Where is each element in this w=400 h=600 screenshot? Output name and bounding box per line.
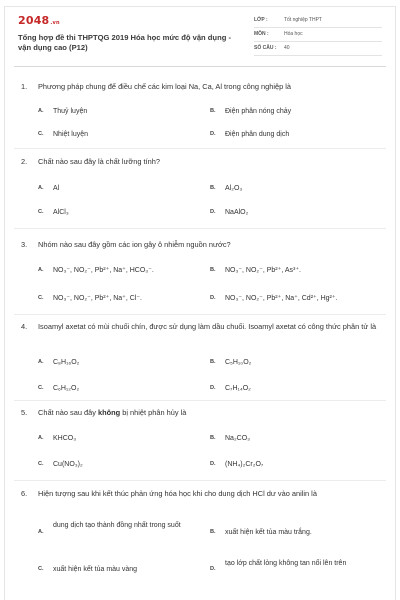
option-text: C₆H₁₂O₂ — [53, 385, 80, 392]
option-label: B. — [210, 108, 216, 114]
question-text: Hiện tượng sau khi kết thúc phản ứng hóa học khi cho dung dịch HCl dư vào anilin là — [38, 489, 317, 498]
meta-row-count — [254, 42, 382, 56]
option-text: Na₂CO₃ — [225, 435, 251, 442]
option-text: NO₃⁻, NO₂⁻, Pb²⁺, Na⁺, Cd²⁺, Hg²⁺. — [225, 295, 338, 302]
meta-value: Hóa học — [284, 31, 303, 37]
question-stem — [18, 240, 384, 250]
question-divider — [14, 480, 386, 481]
meta-value: 40 — [284, 45, 290, 51]
question-stem — [18, 82, 384, 92]
option-label: C. — [38, 131, 44, 137]
meta-panel — [254, 14, 382, 56]
option-text: C₇H₁₄O₂ — [225, 385, 251, 392]
option-label: A. — [38, 108, 44, 114]
question-5 — [18, 408, 384, 468]
question-4 — [18, 322, 384, 392]
option-text: C₈H₁₆O₂ — [53, 359, 80, 366]
option-label: C. — [38, 385, 44, 391]
option-label: C. — [38, 461, 44, 467]
question-number: 5. — [21, 408, 28, 417]
option-text: xuất hiện kết tủa màu vàng — [53, 566, 138, 573]
question-stem — [18, 489, 384, 499]
question-divider — [14, 400, 386, 401]
header-divider — [14, 66, 386, 67]
option-text: xuất hiện kết tủa màu trắng. — [225, 529, 312, 536]
option-label: A. — [38, 359, 44, 365]
question-text: Nhóm nào sau đây gồm các ion gây ô nhiễm nguồn nước? — [38, 240, 231, 249]
option-label: C. — [38, 209, 44, 215]
option-label: B. — [210, 267, 216, 273]
site-logo[interactable] — [18, 14, 60, 27]
meta-value: Tốt nghiệp THPT — [284, 17, 322, 23]
question-number: 6. — [21, 489, 28, 498]
question-stem — [18, 157, 384, 167]
meta-key: SỐ CÂU : — [254, 45, 277, 51]
option-label: C. — [38, 566, 44, 572]
meta-key: MÔN : — [254, 31, 269, 37]
question-1 — [18, 82, 384, 138]
option-label: A. — [38, 529, 44, 535]
option-label: D. — [210, 131, 216, 137]
meta-row-class — [254, 14, 382, 28]
question-number: 4. — [21, 322, 28, 331]
option-label: D. — [210, 295, 216, 301]
option-text: Thuỷ luyện — [53, 108, 88, 115]
question-6 — [18, 489, 384, 573]
option-text: NO₃⁻, NO₂⁻, Pb²⁺, Na⁺, HCO₃⁻. — [53, 267, 154, 274]
page-title: Tổng hợp đề thi THPTQG 2019 Hóa học mức độ vận dụng - vận dụng cao (P12) — [18, 33, 231, 52]
page-frame — [4, 6, 396, 600]
option-text: NO₃⁻, NO₂⁻, Pb²⁺, Na⁺, Cl⁻. — [53, 295, 142, 302]
option-label: A. — [38, 267, 44, 273]
question-text-emphasis: không — [98, 408, 121, 417]
option-text: NO₃⁻, NO₂⁻, Pb²⁺, As³⁺. — [225, 267, 301, 274]
question-text-part: Chất nào sau đây — [38, 408, 98, 417]
question-text — [38, 408, 384, 418]
option-text: NaAlO₂ — [225, 209, 249, 216]
option-label: B. — [210, 529, 216, 535]
option-label: B. — [210, 359, 216, 365]
option-text: Al₂O₃ — [225, 185, 243, 192]
option-label: A. — [38, 435, 44, 441]
option-text: dung dịch tạo thành đồng nhất trong suốt — [53, 522, 181, 529]
question-stem — [18, 408, 384, 418]
option-text: Al — [53, 185, 60, 192]
question-text-part: bị nhiệt phân hủy là — [120, 408, 187, 417]
option-label: C. — [38, 295, 44, 301]
option-text: Điện phân nóng chảy — [225, 108, 292, 115]
option-label: D. — [210, 461, 216, 467]
option-text: (NH₄)₂Cr₂O₇ — [225, 461, 264, 468]
option-text: Điện phân dung dịch — [225, 131, 290, 138]
option-label: B. — [210, 435, 216, 441]
logo-suffix: .vn — [50, 20, 60, 26]
question-2 — [18, 157, 384, 216]
meta-key: LỚP : — [254, 17, 268, 23]
option-label: D. — [210, 385, 216, 391]
option-label: D. — [210, 209, 216, 215]
question-divider — [14, 228, 386, 229]
logo-text: 2048 — [18, 14, 50, 27]
question-divider — [14, 148, 386, 149]
question-number: 2. — [21, 157, 28, 166]
option-text: C₅H₁₀O₂ — [225, 359, 252, 366]
option-text: Cu(NO₃)₂ — [53, 461, 83, 468]
option-text: AlCl₃ — [53, 209, 69, 216]
question-text: Isoamyl axetat có mùi chuối chín, được sử dụng làm dầu chuối. Isoamyl axetat có công thức phân tử là — [38, 322, 377, 331]
question-divider — [14, 314, 386, 315]
option-label: B. — [210, 185, 216, 191]
question-stem — [18, 322, 384, 332]
meta-row-subject — [254, 28, 382, 42]
option-text: KHCO₃ — [53, 435, 77, 442]
question-3 — [18, 240, 384, 302]
option-label: D. — [210, 566, 216, 572]
question-text: Phương pháp chung để điều chế các kim loại Na, Ca, Al trong công nghiệp là — [38, 82, 292, 91]
option-text: Nhiệt luyện — [53, 131, 89, 138]
question-number: 3. — [21, 240, 28, 249]
question-text: Chất nào sau đây là chất lưỡng tính? — [38, 157, 160, 166]
option-text: tạo lớp chất lỏng không tan nổi lên trên — [225, 560, 347, 567]
question-number: 1. — [21, 82, 28, 91]
option-label: A. — [38, 185, 44, 191]
